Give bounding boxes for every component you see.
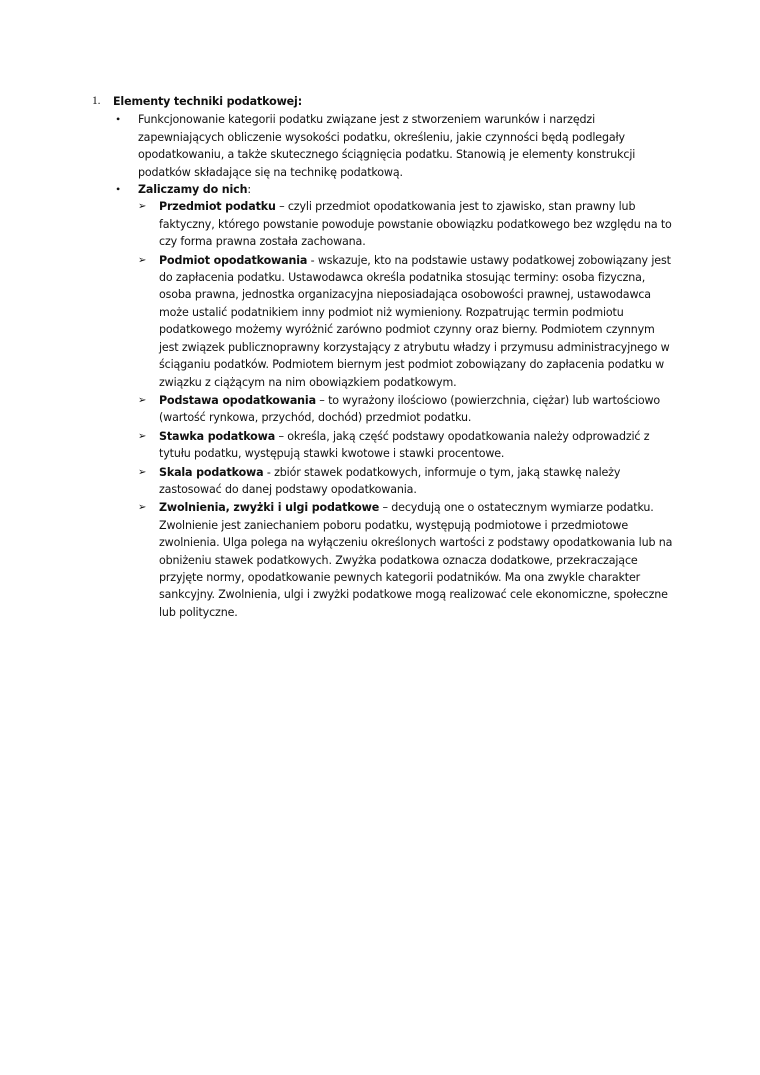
element-term: Podstawa opodatkowania (159, 393, 316, 407)
elements-list (138, 198, 677, 621)
section-number: 1. (92, 95, 101, 107)
arrow-marker-icon: ➢ (138, 430, 147, 442)
element-term: Przedmiot podatku (159, 200, 276, 214)
arrow-marker-icon: ➢ (138, 254, 147, 266)
element-term: Skala podatkowa (159, 465, 264, 479)
element-description: – to wyrażony ilościowo (powierzchnia, ciężar) lub wartościowo (wartość rynkowa, przychód, dochód) przedmiot podatku. (159, 393, 661, 425)
arrow-marker-icon: ➢ (138, 466, 147, 478)
section-title: Elementy techniki podatkowej: (113, 95, 302, 108)
element-item-zwolnienia (138, 499, 677, 621)
bullet-lead: Zaliczamy do nich (138, 183, 248, 197)
element-description: - zbiór stawek podatkowych, informuje o tym, jaką stawkę należy zastosować do danej podstawy opodatkowania. (159, 465, 621, 496)
element-description: – określa, jaką część podstawy opodatkowania należy odprowadzić z tytułu podatku, występują stawki kwotowe i stawki procentowe. (159, 429, 650, 461)
element-description: – decydują one o ostatecznym wymiarze podatku. Zwolnienie jest zaniechaniem poboru podatku, występują podmiotowe i przedmiotowe zwolnienia. Ulga polega na wyłączeniu określonych wartości z podstawy opodatkowania lub na obniżeniu stawek podatkowych. Zwyżka podatkowa oznacza dodatkowe, przekraczające przyjęte normy, opodatkowanie pewnych kategorii podatników. Ma ona zwykle charakter sankcyjny. Zwolnienia, ulgi i zwyżki podatkowe mogą realizować cele ekonomiczne, społeczne lub polityczne. (159, 501, 673, 619)
element-item-skala (138, 464, 677, 499)
element-item-podmiot (138, 252, 677, 391)
bullet-item-intro (92, 111, 677, 181)
element-term: Podmiot opodatkowania (159, 253, 308, 267)
element-description: – czyli przedmiot opodatkowania jest to zjawisko, stan prawny lub faktyczny, którego powstanie powoduje powstanie obowiązku podatkowego bez względu na to czy forma prawna została zachowana. (159, 200, 672, 249)
bullet-list (92, 111, 677, 621)
section-heading (92, 93, 677, 110)
element-item-stawka (138, 428, 677, 463)
bullet-marker: • (116, 112, 121, 127)
element-description: - wskazuje, kto na podstawie ustawy podatkowej zobowiązany jest do zapłacenia podatku. Ustawodawca określa podatnika stosując terminy: osoba fizyczna, osoba prawna, jednostka organizacyjna nieposiadająca osobowości prawnej, ustawodawca może ustalić podatnikiem inny podmiot niż wymieniony. Rozpatrując termin podmiotu podatkowego możemy wyróżnić zarówno podmiot czynny oraz bierny. Podmiotem czynnym jest związek publicznoprawny korzystający z atrybutu władzy i przymusu administracyjnego w ściąganiu podatków. Podmiotem biernym jest podmiot zobowiązany do zapłacenia podatku w związku z ciążącym na nim obowiązkiem podatkowym. (159, 253, 671, 389)
arrow-marker-icon: ➢ (138, 502, 147, 514)
document-content (92, 93, 677, 622)
element-item-przedmiot (138, 198, 677, 250)
arrow-marker-icon: ➢ (138, 394, 147, 406)
element-term: Zwolnienia, zwyżki i ulgi podatkowe (159, 501, 380, 515)
bullet-item-elements (92, 181, 677, 621)
arrow-marker-icon: ➢ (138, 201, 147, 213)
bullet-marker: • (116, 182, 121, 197)
element-item-podstawa (138, 392, 677, 427)
element-term: Stawka podatkowa (159, 429, 276, 443)
bullet-suffix: : (247, 183, 251, 197)
bullet-text: Funkcjonowanie kategorii podatku związane jest z stworzeniem warunków i narzędzi zapewniających obliczenie wysokości podatku, określeniu, jakie czynności będą podlegały opodatkowaniu, a także skutecznego ściągnięcia podatku. Stanowią je elementy konstrukcji podatków składające się na technikę podatkową. (138, 113, 636, 179)
